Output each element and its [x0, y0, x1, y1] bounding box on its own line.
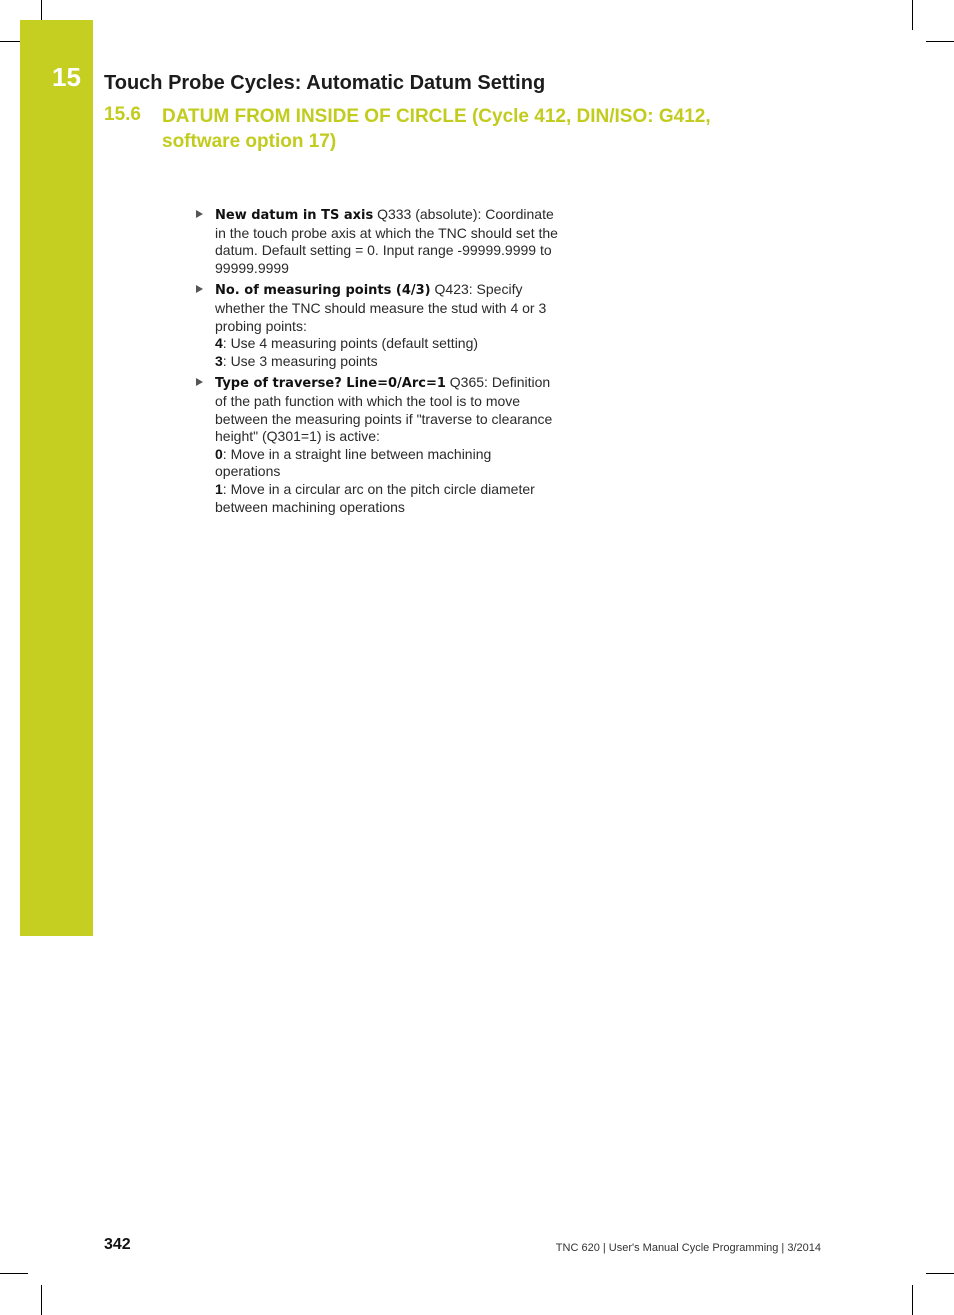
option-line — [215, 481, 558, 516]
chapter-title: Touch Probe Cycles: Automatic Datum Setting — [104, 72, 546, 94]
crop-mark — [912, 1285, 913, 1315]
crop-mark — [926, 1273, 954, 1274]
triangle-bullet-icon — [196, 210, 203, 218]
option-line — [215, 446, 558, 481]
option-key: 4 — [215, 335, 223, 352]
option-key: 3 — [215, 352, 223, 369]
crop-mark — [926, 41, 954, 42]
list-item — [196, 206, 558, 277]
page-number: 342 — [104, 1236, 131, 1253]
list-item — [196, 374, 558, 516]
option-key: 1 — [215, 480, 223, 497]
parameter-description: Q333 (absolute): Coordinate in the touch probe axis at which the TNC should set the datum. Default setting = 0. Input range -99999.9999 to 99999.9999 — [215, 206, 558, 276]
option-text: : Use 3 measuring points — [222, 352, 378, 369]
parameter-term: New datum in TS axis — [215, 208, 374, 223]
chapter-sidebar — [20, 20, 93, 936]
option-line — [215, 335, 558, 353]
parameter-description: Q423: Specify whether the TNC should measure the stud with 4 or 3 probing points: — [215, 281, 547, 334]
option-text: : Use 4 measuring points (default setting) — [222, 335, 479, 352]
crop-mark — [41, 0, 42, 20]
crop-mark — [912, 0, 913, 30]
option-text: : Move in a straight line between machining operations — [215, 445, 492, 480]
chapter-number: 15 — [52, 62, 81, 92]
section-title: DATUM FROM INSIDE OF CIRCLE (Cycle 412, DIN/ISO: G412, software option 17) — [162, 106, 711, 152]
list-item — [196, 281, 558, 370]
triangle-bullet-icon — [196, 378, 203, 386]
parameter-description: Q365: Definition of the path function with which the tool is to move between the measuring points if "traverse to clearance height" (Q301=1) is active: — [215, 374, 553, 445]
section-number: 15.6 — [104, 104, 141, 125]
crop-mark — [0, 41, 20, 42]
option-text: : Move in a circular arc on the pitch circle diameter between machining operations — [215, 480, 535, 515]
footer-doc-info: TNC 620 | User's Manual Cycle Programming | 3/2014 — [555, 1242, 821, 1254]
parameter-term: Type of traverse? Line=0/Arc=1 — [215, 376, 446, 392]
option-line — [215, 353, 558, 371]
parameter-term: No. of measuring points (4/3) — [215, 283, 431, 299]
crop-mark — [41, 1285, 42, 1315]
option-key: 0 — [215, 445, 223, 462]
crop-mark — [0, 1273, 28, 1274]
parameter-list — [196, 206, 558, 520]
triangle-bullet-icon — [196, 285, 203, 293]
